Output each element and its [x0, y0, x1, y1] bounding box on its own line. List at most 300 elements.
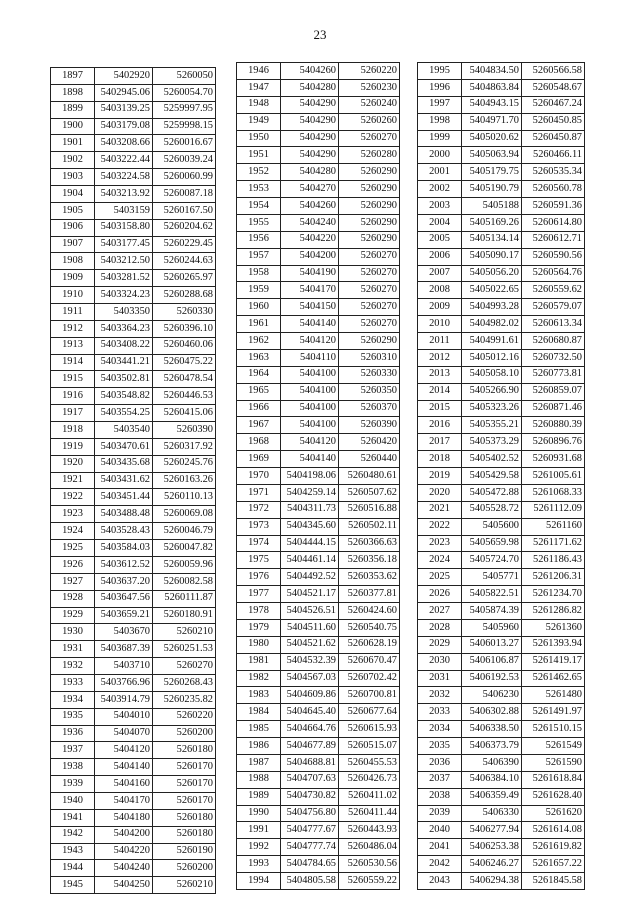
y-coordinate-cell: 5260614.80: [522, 214, 585, 231]
y-coordinate-cell: 5261160: [522, 518, 585, 535]
y-coordinate-cell: 5260415.06: [153, 405, 216, 422]
point-number-cell: 2013: [418, 366, 462, 383]
y-coordinate-cell: 5260330: [339, 366, 400, 383]
point-number-cell: 1988: [237, 771, 281, 788]
table-row: [418, 873, 585, 890]
table-row: [51, 405, 216, 422]
point-number-cell: 1899: [51, 101, 95, 118]
x-coordinate-cell: 5404100: [281, 417, 339, 434]
x-coordinate-cell: 5404290: [281, 147, 339, 164]
point-number-cell: 2000: [418, 147, 462, 164]
point-number-cell: 1986: [237, 738, 281, 755]
y-coordinate-cell: 5260082.58: [153, 573, 216, 590]
table-row: [418, 130, 585, 147]
x-coordinate-cell: 5405528.72: [462, 501, 522, 518]
x-coordinate-cell: 5404943.15: [462, 96, 522, 113]
point-number-cell: 2022: [418, 518, 462, 535]
point-number-cell: 2006: [418, 248, 462, 265]
x-coordinate-cell: 5403659.21: [95, 607, 153, 624]
x-coordinate-cell: 5404170: [95, 792, 153, 809]
x-coordinate-cell: 5404100: [281, 366, 339, 383]
table-row: [418, 451, 585, 468]
y-coordinate-cell: 5260390: [153, 422, 216, 439]
point-number-cell: 1960: [237, 299, 281, 316]
table-row: [51, 337, 216, 354]
y-coordinate-cell: 5260502.11: [339, 518, 400, 535]
table-row: [418, 754, 585, 771]
y-coordinate-cell: 5260466.11: [522, 147, 585, 164]
point-number-cell: 1933: [51, 674, 95, 691]
x-coordinate-cell: 5405063.94: [462, 147, 522, 164]
x-coordinate-cell: 5403350: [95, 304, 153, 321]
y-coordinate-cell: 5260579.07: [522, 299, 585, 316]
x-coordinate-cell: 5404777.67: [281, 822, 339, 839]
point-number-cell: 1916: [51, 388, 95, 405]
x-coordinate-cell: 5406253.38: [462, 839, 522, 856]
point-number-cell: 1914: [51, 354, 95, 371]
point-number-cell: 1964: [237, 366, 281, 383]
y-coordinate-cell: 5260486.04: [339, 839, 400, 856]
x-coordinate-cell: 5403435.68: [95, 455, 153, 472]
table-row: [237, 299, 400, 316]
point-number-cell: 1989: [237, 788, 281, 805]
x-coordinate-cell: 5404971.70: [462, 113, 522, 130]
table-row: [237, 333, 400, 350]
table-row: [418, 400, 585, 417]
x-coordinate-cell: 5405600: [462, 518, 522, 535]
point-number-cell: 2019: [418, 468, 462, 485]
y-coordinate-cell: 5260220: [153, 708, 216, 725]
table-row: [51, 809, 216, 826]
y-coordinate-cell: 5260390: [339, 417, 400, 434]
y-coordinate-cell: 5261393.94: [522, 636, 585, 653]
point-number-cell: 1948: [237, 96, 281, 113]
table-row: [51, 68, 216, 85]
point-number-cell: 1900: [51, 118, 95, 135]
x-coordinate-cell: 5405190.79: [462, 181, 522, 198]
table-row: [51, 607, 216, 624]
table-row: [237, 704, 400, 721]
point-number-cell: 2024: [418, 552, 462, 569]
x-coordinate-cell: 5405874.39: [462, 603, 522, 620]
table-row: [237, 265, 400, 282]
table-row: [51, 725, 216, 742]
y-coordinate-cell: 5260170: [153, 759, 216, 776]
point-number-cell: 1981: [237, 653, 281, 670]
y-coordinate-cell: 5260330: [153, 304, 216, 321]
y-coordinate-cell: 5260290: [339, 181, 400, 198]
point-number-cell: 2039: [418, 805, 462, 822]
x-coordinate-cell: 5404532.39: [281, 653, 339, 670]
point-number-cell: 1926: [51, 556, 95, 573]
point-number-cell: 2041: [418, 839, 462, 856]
point-number-cell: 1925: [51, 540, 95, 557]
y-coordinate-cell: 5260111.87: [153, 590, 216, 607]
table-row: [418, 636, 585, 653]
point-number-cell: 2015: [418, 400, 462, 417]
y-coordinate-cell: 5260564.76: [522, 265, 585, 282]
y-coordinate-cell: 5260370: [339, 400, 400, 417]
table-row: [51, 152, 216, 169]
table-row: [418, 316, 585, 333]
x-coordinate-cell: 5404180: [95, 809, 153, 826]
x-coordinate-cell: 5405429.58: [462, 468, 522, 485]
x-coordinate-cell: 5404220: [281, 231, 339, 248]
x-coordinate-cell: 5403637.20: [95, 573, 153, 590]
y-coordinate-cell: 5260475.22: [153, 354, 216, 371]
point-number-cell: 1966: [237, 400, 281, 417]
coordinates-table-middle: [236, 62, 400, 890]
y-coordinate-cell: 5260859.07: [522, 383, 585, 400]
point-number-cell: 2005: [418, 231, 462, 248]
x-coordinate-cell: 5403408.22: [95, 337, 153, 354]
y-coordinate-cell: 5261171.62: [522, 535, 585, 552]
table-row: [237, 113, 400, 130]
table-row: [51, 674, 216, 691]
y-coordinate-cell: 5260628.19: [339, 636, 400, 653]
x-coordinate-cell: 5404290: [281, 96, 339, 113]
x-coordinate-cell: 5405724.70: [462, 552, 522, 569]
table-row: [237, 788, 400, 805]
table-row: [418, 619, 585, 636]
y-coordinate-cell: 5260548.67: [522, 79, 585, 96]
x-coordinate-cell: 5406359.49: [462, 788, 522, 805]
table-row: [418, 704, 585, 721]
table-row: [418, 214, 585, 231]
y-coordinate-cell: 5261186.43: [522, 552, 585, 569]
y-coordinate-cell: 5260240: [339, 96, 400, 113]
x-coordinate-cell: 5406384.10: [462, 771, 522, 788]
x-coordinate-cell: 5405323.26: [462, 400, 522, 417]
y-coordinate-cell: 5260110.13: [153, 489, 216, 506]
point-number-cell: 2035: [418, 738, 462, 755]
point-number-cell: 1972: [237, 501, 281, 518]
table-row: [418, 687, 585, 704]
point-number-cell: 1940: [51, 792, 95, 809]
y-coordinate-cell: 5260530.56: [339, 856, 400, 873]
y-coordinate-cell: 5261112.09: [522, 501, 585, 518]
y-coordinate-cell: 5260420: [339, 434, 400, 451]
point-number-cell: 1898: [51, 84, 95, 101]
table-row: [51, 438, 216, 455]
table-row: [418, 181, 585, 198]
table-row: [237, 468, 400, 485]
table-row: [237, 603, 400, 620]
table-row: [237, 366, 400, 383]
point-number-cell: 2043: [418, 873, 462, 890]
table-row: [51, 219, 216, 236]
x-coordinate-cell: 5403766.96: [95, 674, 153, 691]
x-coordinate-cell: 5405355.21: [462, 417, 522, 434]
y-coordinate-cell: 5260591.36: [522, 198, 585, 215]
y-coordinate-cell: 5261206.31: [522, 569, 585, 586]
point-number-cell: 2012: [418, 349, 462, 366]
point-number-cell: 1953: [237, 181, 281, 198]
coordinates-table-left: [50, 67, 216, 894]
y-coordinate-cell: 5260566.58: [522, 63, 585, 80]
x-coordinate-cell: 5404190: [281, 265, 339, 282]
point-number-cell: 1949: [237, 113, 281, 130]
y-coordinate-cell: 5261620: [522, 805, 585, 822]
table-row: [51, 304, 216, 321]
point-number-cell: 1998: [418, 113, 462, 130]
point-number-cell: 1950: [237, 130, 281, 147]
table-row: [418, 805, 585, 822]
table-row: [237, 349, 400, 366]
point-number-cell: 2009: [418, 299, 462, 316]
x-coordinate-cell: 5406302.88: [462, 704, 522, 721]
y-coordinate-cell: 5260732.50: [522, 349, 585, 366]
point-number-cell: 2031: [418, 670, 462, 687]
y-coordinate-cell: 5260317.92: [153, 438, 216, 455]
point-number-cell: 1984: [237, 704, 281, 721]
x-coordinate-cell: 5404609.86: [281, 687, 339, 704]
y-coordinate-cell: 5260310: [339, 349, 400, 366]
table-row: [237, 434, 400, 451]
y-coordinate-cell: 5260290: [339, 198, 400, 215]
y-coordinate-cell: 5260612.71: [522, 231, 585, 248]
point-number-cell: 1936: [51, 725, 95, 742]
x-coordinate-cell: 5403528.43: [95, 523, 153, 540]
table-row: [418, 501, 585, 518]
x-coordinate-cell: 5404444.15: [281, 535, 339, 552]
y-coordinate-cell: 5260047.82: [153, 540, 216, 557]
point-number-cell: 2018: [418, 451, 462, 468]
table-row: [51, 118, 216, 135]
table-row: [237, 738, 400, 755]
table-row: [237, 181, 400, 198]
x-coordinate-cell: 5403554.25: [95, 405, 153, 422]
table-row: [418, 417, 585, 434]
x-coordinate-cell: 5404110: [281, 349, 339, 366]
point-number-cell: 1991: [237, 822, 281, 839]
table-row: [418, 333, 585, 350]
y-coordinate-cell: 5260931.68: [522, 451, 585, 468]
point-number-cell: 1903: [51, 169, 95, 186]
x-coordinate-cell: 5406294.38: [462, 873, 522, 890]
y-coordinate-cell: 5260180.91: [153, 607, 216, 624]
point-number-cell: 1934: [51, 691, 95, 708]
point-number-cell: 2033: [418, 704, 462, 721]
y-coordinate-cell: 5260613.34: [522, 316, 585, 333]
y-coordinate-cell: 5260507.62: [339, 484, 400, 501]
x-coordinate-cell: 5405188: [462, 198, 522, 215]
point-number-cell: 1906: [51, 219, 95, 236]
x-coordinate-cell: 5403213.92: [95, 186, 153, 203]
x-coordinate-cell: 5404645.40: [281, 704, 339, 721]
x-coordinate-cell: 5404834.50: [462, 63, 522, 80]
y-coordinate-cell: 5260480.61: [339, 468, 400, 485]
x-coordinate-cell: 5403224.58: [95, 169, 153, 186]
point-number-cell: 2020: [418, 484, 462, 501]
point-number-cell: 1921: [51, 472, 95, 489]
table-row: [237, 805, 400, 822]
x-coordinate-cell: 5404200: [95, 826, 153, 843]
x-coordinate-cell: 5404290: [281, 113, 339, 130]
table-row: [237, 721, 400, 738]
point-number-cell: 1961: [237, 316, 281, 333]
y-coordinate-cell: 5260210: [153, 624, 216, 641]
x-coordinate-cell: 5404150: [281, 299, 339, 316]
table-row: [418, 282, 585, 299]
point-number-cell: 2008: [418, 282, 462, 299]
x-coordinate-cell: 5406230: [462, 687, 522, 704]
point-number-cell: 1980: [237, 636, 281, 653]
point-number-cell: 1999: [418, 130, 462, 147]
x-coordinate-cell: 5405266.90: [462, 383, 522, 400]
y-coordinate-cell: 5260204.62: [153, 219, 216, 236]
x-coordinate-cell: 5404677.89: [281, 738, 339, 755]
table-row: [237, 316, 400, 333]
point-number-cell: 1944: [51, 860, 95, 877]
x-coordinate-cell: 5406373.79: [462, 738, 522, 755]
table-row: [51, 708, 216, 725]
point-number-cell: 1962: [237, 333, 281, 350]
x-coordinate-cell: 5405402.52: [462, 451, 522, 468]
point-number-cell: 1939: [51, 776, 95, 793]
y-coordinate-cell: 5261510.15: [522, 721, 585, 738]
point-number-cell: 2023: [418, 535, 462, 552]
table-row: [51, 320, 216, 337]
x-coordinate-cell: 5404240: [281, 214, 339, 231]
table-row: [418, 63, 585, 80]
page-number: 23: [313, 27, 327, 42]
table-row: [418, 96, 585, 113]
point-number-cell: 2027: [418, 603, 462, 620]
y-coordinate-cell: 5260516.88: [339, 501, 400, 518]
table-row: [237, 839, 400, 856]
x-coordinate-cell: 5404280: [281, 164, 339, 181]
point-number-cell: 1970: [237, 468, 281, 485]
table-row: [418, 586, 585, 603]
x-coordinate-cell: 5403177.45: [95, 236, 153, 253]
y-coordinate-cell: 5260270: [339, 130, 400, 147]
table-row: [51, 101, 216, 118]
table-row: [237, 147, 400, 164]
x-coordinate-cell: 5404070: [95, 725, 153, 742]
point-number-cell: 1913: [51, 337, 95, 354]
x-coordinate-cell: 5404140: [281, 451, 339, 468]
point-number-cell: 2042: [418, 856, 462, 873]
point-number-cell: 1959: [237, 282, 281, 299]
y-coordinate-cell: 5260590.56: [522, 248, 585, 265]
table-row: [51, 523, 216, 540]
table-row: [418, 231, 585, 248]
x-coordinate-cell: 5405022.65: [462, 282, 522, 299]
x-coordinate-cell: 5403502.81: [95, 371, 153, 388]
x-coordinate-cell: 5403212.50: [95, 253, 153, 270]
x-coordinate-cell: 5404991.61: [462, 333, 522, 350]
point-number-cell: 1927: [51, 573, 95, 590]
x-coordinate-cell: 5406330: [462, 805, 522, 822]
table-row: [418, 349, 585, 366]
table-row: [51, 422, 216, 439]
y-coordinate-cell: 5260280: [339, 147, 400, 164]
y-coordinate-cell: 5260270: [339, 282, 400, 299]
point-number-cell: 1945: [51, 877, 95, 894]
x-coordinate-cell: 5403687.39: [95, 641, 153, 658]
x-coordinate-cell: 5404250: [95, 877, 153, 894]
y-coordinate-cell: 5260450.87: [522, 130, 585, 147]
x-coordinate-cell: 5404140: [95, 759, 153, 776]
point-number-cell: 1974: [237, 535, 281, 552]
x-coordinate-cell: 5405373.29: [462, 434, 522, 451]
table-row: [418, 299, 585, 316]
point-number-cell: 1941: [51, 809, 95, 826]
x-coordinate-cell: 5404982.02: [462, 316, 522, 333]
y-coordinate-cell: 5260245.76: [153, 455, 216, 472]
x-coordinate-cell: 5405058.10: [462, 366, 522, 383]
x-coordinate-cell: 5405169.26: [462, 214, 522, 231]
point-number-cell: 1951: [237, 147, 281, 164]
table-row: [51, 843, 216, 860]
x-coordinate-cell: 5404290: [281, 130, 339, 147]
table-row: [51, 506, 216, 523]
point-number-cell: 2029: [418, 636, 462, 653]
y-coordinate-cell: 5259997.95: [153, 101, 216, 118]
table-row: [51, 236, 216, 253]
x-coordinate-cell: 5404707.63: [281, 771, 339, 788]
table-row: [237, 552, 400, 569]
y-coordinate-cell: 5260467.24: [522, 96, 585, 113]
y-coordinate-cell: 5260230: [339, 79, 400, 96]
y-coordinate-cell: 5260515.07: [339, 738, 400, 755]
y-coordinate-cell: 5261619.82: [522, 839, 585, 856]
point-number-cell: 1987: [237, 754, 281, 771]
y-coordinate-cell: 5260251.53: [153, 641, 216, 658]
x-coordinate-cell: 5406277.94: [462, 822, 522, 839]
point-number-cell: 1994: [237, 873, 281, 890]
table-row: [237, 856, 400, 873]
table-row: [237, 198, 400, 215]
point-number-cell: 2028: [418, 619, 462, 636]
table-row: [51, 776, 216, 793]
x-coordinate-cell: 5404260: [281, 198, 339, 215]
table-row: [51, 573, 216, 590]
x-coordinate-cell: 5403548.82: [95, 388, 153, 405]
table-row: [418, 147, 585, 164]
table-row: [237, 400, 400, 417]
y-coordinate-cell: 5261360: [522, 619, 585, 636]
table-row: [418, 434, 585, 451]
table-row: [51, 371, 216, 388]
x-coordinate-cell: 5404730.82: [281, 788, 339, 805]
x-coordinate-cell: 5404220: [95, 843, 153, 860]
y-coordinate-cell: 5261845.58: [522, 873, 585, 890]
x-coordinate-cell: 5404170: [281, 282, 339, 299]
point-number-cell: 1937: [51, 742, 95, 759]
table-row: [418, 771, 585, 788]
point-number-cell: 1982: [237, 670, 281, 687]
point-number-cell: 1978: [237, 603, 281, 620]
table-row: [418, 484, 585, 501]
x-coordinate-cell: 5403139.25: [95, 101, 153, 118]
y-coordinate-cell: 5260871.46: [522, 400, 585, 417]
point-number-cell: 2003: [418, 198, 462, 215]
table-row: [237, 653, 400, 670]
point-number-cell: 2017: [418, 434, 462, 451]
point-number-cell: 1907: [51, 236, 95, 253]
y-coordinate-cell: 5260069.08: [153, 506, 216, 523]
point-number-cell: 1985: [237, 721, 281, 738]
x-coordinate-cell: 5402945.06: [95, 84, 153, 101]
y-coordinate-cell: 5260700.81: [339, 687, 400, 704]
table-row: [51, 556, 216, 573]
table-row: [51, 590, 216, 607]
y-coordinate-cell: 5261549: [522, 738, 585, 755]
table-row: [51, 135, 216, 152]
x-coordinate-cell: 5405179.75: [462, 164, 522, 181]
